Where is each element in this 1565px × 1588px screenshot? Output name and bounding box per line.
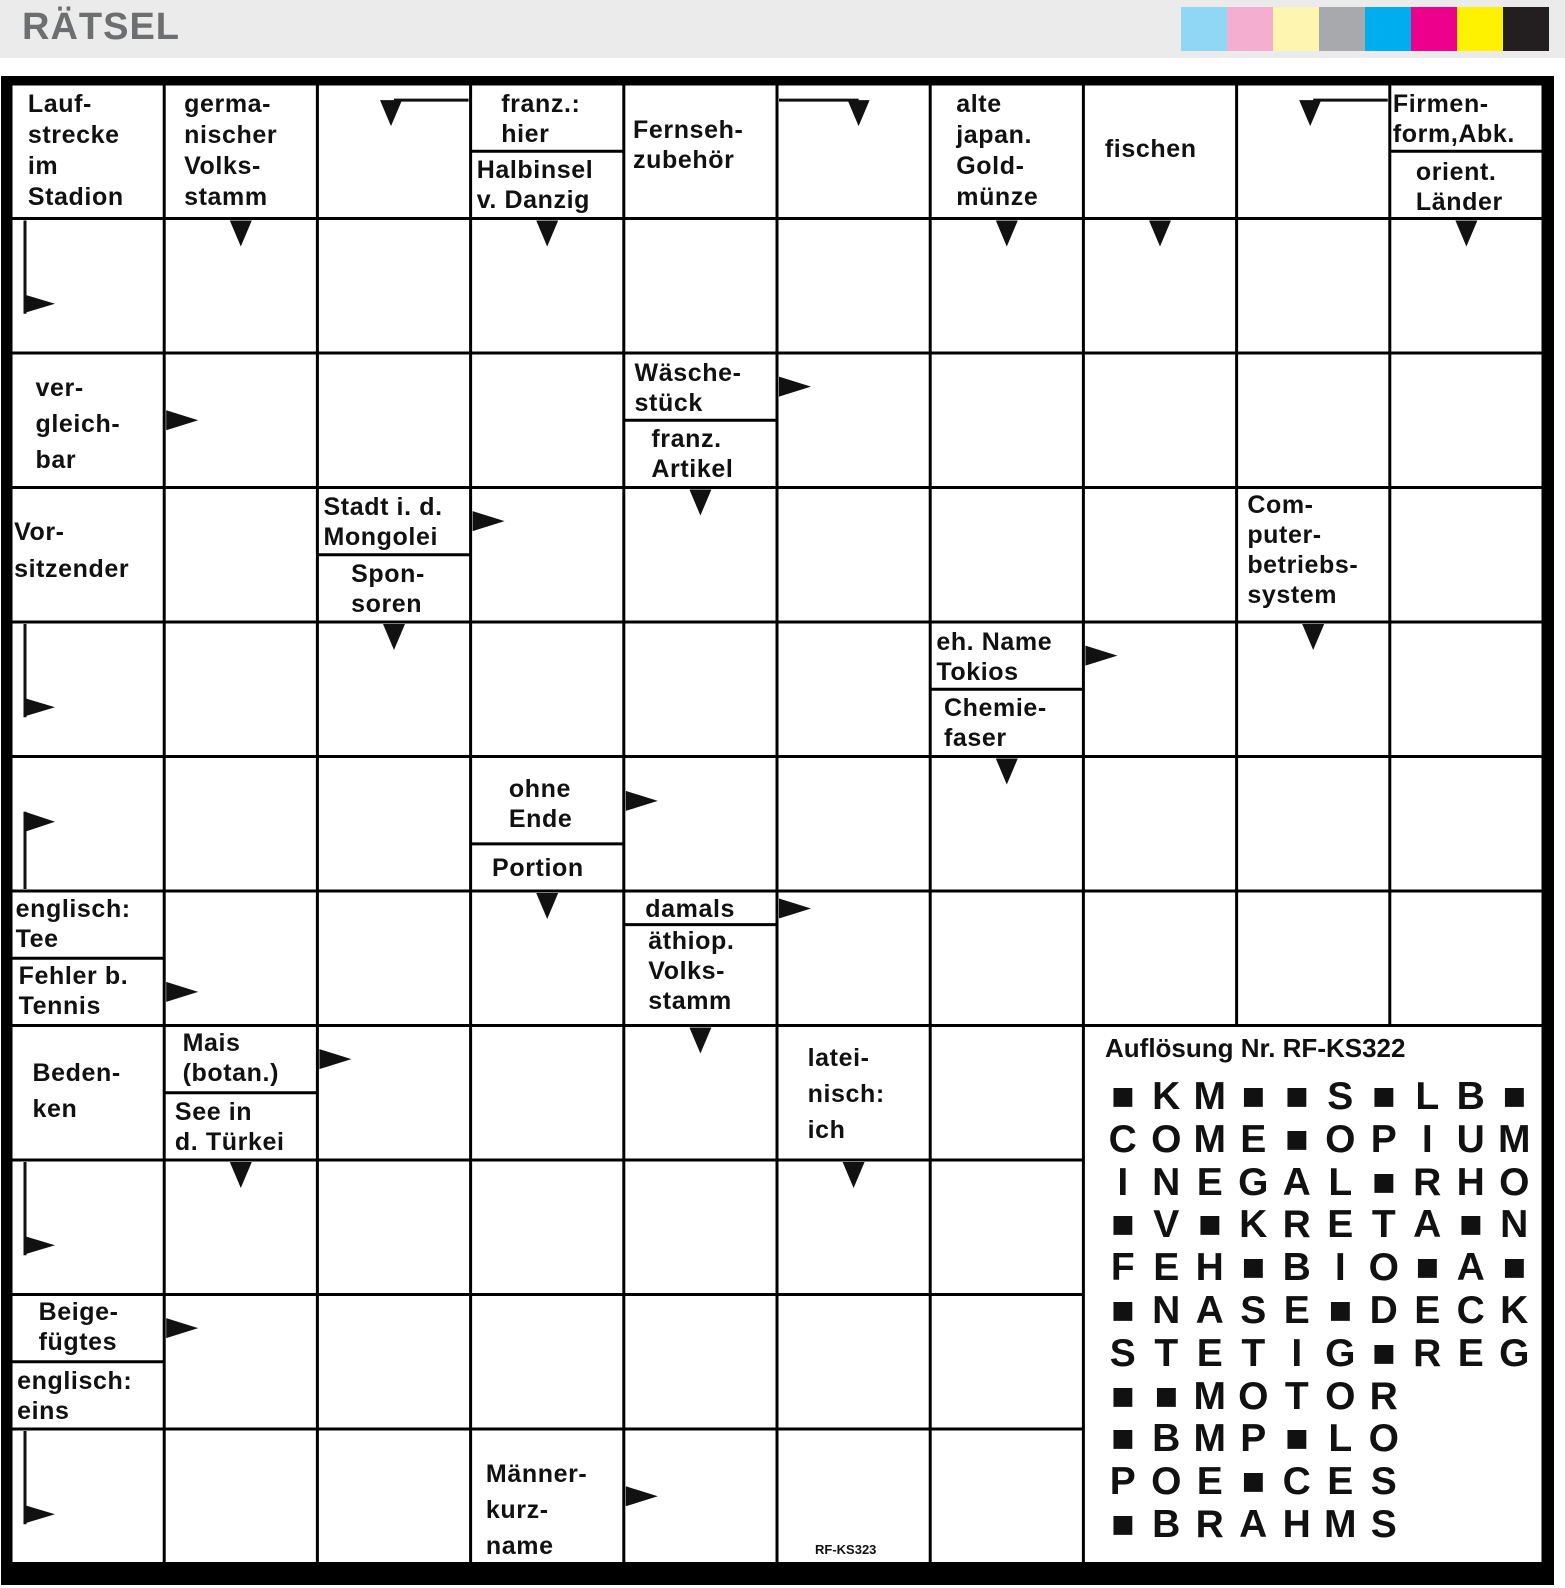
- clue-text: Com- puter- betriebs- system: [1247, 491, 1359, 610]
- clue-text: Fernseh- zubehör: [632, 115, 744, 174]
- header-bar: [0, 0, 1565, 58]
- grid-cell: [319, 893, 469, 1025]
- grid-cell: [319, 758, 469, 890]
- grid-cell: [1391, 624, 1541, 756]
- grid-cell: [1391, 893, 1541, 1025]
- grid-cell: [779, 624, 929, 756]
- grid-cell: [319, 220, 469, 352]
- clue-text: ohne Ende: [508, 774, 573, 833]
- grid-cell: [166, 624, 316, 756]
- clue-text: englisch: eins: [17, 1366, 133, 1425]
- grid-cell: [1085, 893, 1235, 1025]
- clue-text: franz. Artikel: [651, 425, 734, 484]
- clue-text: Beige- fügtes: [38, 1298, 119, 1357]
- clue-text: eh. Name Tokios: [936, 628, 1053, 687]
- grid-cell: [779, 489, 929, 621]
- solution-row: ■ K M ■ ■ S ■ L B ■: [1110, 1075, 1527, 1118]
- grid-cell: [319, 1162, 469, 1294]
- color-swatch: [1273, 7, 1319, 51]
- clue-text: Stadt i. d. Mongolei: [323, 492, 443, 551]
- grid-cell: [1085, 758, 1235, 890]
- grid-cell: [13, 1162, 163, 1294]
- grid-cell: [625, 1162, 775, 1294]
- clue-text: ver- gleich- bar: [35, 374, 121, 475]
- clue-text: Wäsche- stück: [634, 359, 742, 418]
- clue-text: Fehler b. Tennis: [18, 961, 129, 1020]
- grid-cell: [166, 489, 316, 621]
- grid-cell: [779, 220, 929, 352]
- solution-row: ■ N A S E ■ D E C K: [1110, 1289, 1529, 1332]
- grid-cell: [1238, 893, 1388, 1025]
- grid-cell: [1085, 624, 1235, 756]
- solution-row: I N E G A L ■ R H O: [1117, 1160, 1530, 1204]
- puzzle-code: RF-KS323: [815, 1542, 877, 1557]
- grid-cell: [779, 758, 929, 890]
- solution-row: S T E T I G ■ R E G: [1109, 1331, 1530, 1375]
- color-swatch: [1411, 7, 1457, 51]
- clue-text: Portion: [492, 854, 584, 883]
- clue-text: Chemie- faser: [943, 694, 1047, 753]
- page-title: RÄTSEL: [22, 6, 180, 48]
- color-calibration-bar: [1181, 7, 1549, 51]
- grid-cell: [932, 489, 1082, 621]
- grid-cell: [13, 624, 163, 756]
- grid-cell: [625, 624, 775, 756]
- grid-cell: [166, 893, 316, 1025]
- grid-cell: [1391, 758, 1541, 890]
- grid-cell: [166, 1296, 316, 1428]
- clue-text: englisch: Tee: [15, 894, 131, 953]
- grid-cell: [932, 1027, 1082, 1159]
- clue-text: germa- nischer Volks- stamm: [184, 90, 278, 212]
- grid-cell: [1085, 355, 1235, 487]
- clue-text: orient. Länder: [1415, 157, 1503, 216]
- clue-text: Vor- sitzender: [14, 518, 130, 584]
- grid-cell: [472, 624, 622, 756]
- clue-text: Lauf- strecke im Stadion: [27, 90, 124, 212]
- color-swatch: [1181, 7, 1227, 51]
- grid-cell: [472, 1296, 622, 1428]
- clue-text: damals: [645, 894, 735, 923]
- grid-cell: [1085, 489, 1235, 621]
- grid-cell: [1238, 758, 1388, 890]
- crossword-frame: [1, 76, 1554, 1585]
- clue-text: Firmen- form,Abk.: [1392, 90, 1515, 149]
- color-swatch: [1457, 7, 1503, 51]
- grid-cell: [319, 1431, 469, 1563]
- grid-cell: [319, 1027, 469, 1159]
- grid-cell: [1391, 355, 1541, 487]
- color-swatch: [1227, 7, 1273, 51]
- grid-cell: [472, 1162, 622, 1294]
- grid-cell: [779, 893, 929, 1025]
- clue-text: alte japan. Gold- münze: [956, 90, 1039, 212]
- clue-text: latei- nisch: ich: [807, 1044, 885, 1145]
- grid-cell: [472, 355, 622, 487]
- solution-row: ■ V ■ K R E T A ■ N: [1110, 1203, 1529, 1247]
- clue-text: Mais (botan.): [182, 1029, 280, 1088]
- solution-row: ■ B R A H M S: [1110, 1503, 1397, 1546]
- grid-cell: [625, 758, 775, 890]
- color-swatch: [1503, 7, 1549, 51]
- clue-text: franz.: hier: [501, 90, 581, 149]
- clue-text: Männer- kurz- name: [485, 1459, 588, 1560]
- solution-heading: Auflösung Nr. RF-KS322: [1105, 1033, 1406, 1063]
- color-swatch: [1365, 7, 1411, 51]
- grid-cell: [1391, 489, 1541, 621]
- clue-text: Halbinsel v. Danzig: [476, 156, 594, 215]
- grid-cell: [13, 220, 163, 352]
- solution-row: ■ ■ M O T O R: [1110, 1374, 1398, 1418]
- grid-cell: [319, 355, 469, 487]
- color-swatch: [1319, 7, 1365, 51]
- grid-cell: [1238, 355, 1388, 487]
- grid-cell: [932, 1162, 1082, 1294]
- grid-cell: [779, 1296, 929, 1428]
- clue-text: Spon- soren: [351, 559, 425, 618]
- grid-cell: [932, 1431, 1082, 1563]
- grid-cell: [932, 355, 1082, 487]
- grid-cell: [472, 1027, 622, 1159]
- clue-text: See in d. Türkei: [174, 1097, 285, 1156]
- grid-cell: [932, 893, 1082, 1025]
- solution-row: ■ B M P ■ L O: [1110, 1417, 1399, 1461]
- grid-cell: [166, 1431, 316, 1563]
- grid-cell: [1238, 220, 1388, 352]
- grid-cell: [166, 758, 316, 890]
- clue-text: Beden- ken: [32, 1059, 121, 1124]
- grid-cell: [932, 1296, 1082, 1428]
- clue-text: äthiop. Volks- stamm: [648, 926, 735, 1015]
- solution-row: C O M E ■ O P I U M: [1108, 1117, 1531, 1161]
- solution-row: F E H ■ B I O ■ A ■: [1110, 1246, 1527, 1290]
- grid-cell: [472, 489, 622, 621]
- clue-text: fischen: [1104, 134, 1197, 163]
- grid-cell: [13, 1431, 163, 1563]
- grid-cell: [779, 355, 929, 487]
- solution-row: P O E ■ C E S: [1109, 1460, 1397, 1504]
- grid-cell: [319, 1296, 469, 1428]
- grid-cell: [625, 1296, 775, 1428]
- grid-cell: [625, 220, 775, 352]
